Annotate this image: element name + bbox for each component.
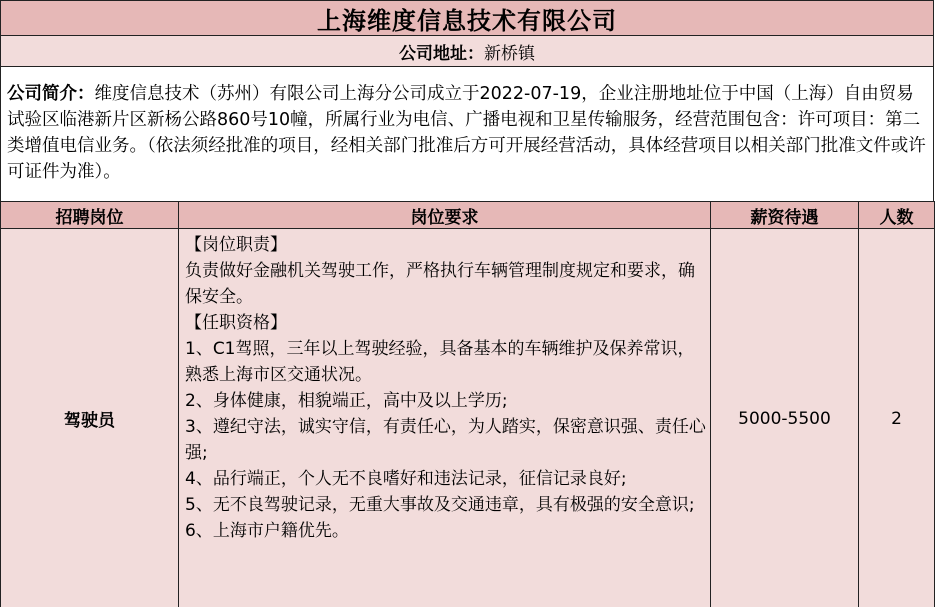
- jobs-header-row: [1, 202, 935, 229]
- requirement-line: 6、上海市户籍优先。: [185, 521, 349, 541]
- address-value: 新桥镇: [484, 43, 535, 64]
- requirement-line: 2、身体健康，相貌端正，高中及以上学历;: [185, 391, 508, 411]
- header-position: 招聘岗位: [1, 202, 179, 229]
- company-title-row: [0, 0, 934, 36]
- requirement-line: 【任职资格】: [185, 313, 287, 333]
- header-count: 人数: [859, 202, 935, 229]
- count-cell: 2: [859, 229, 935, 607]
- requirement-line: 5、无不良驾驶记录，无重大事故及交通违章，具有极强的安全意识;: [185, 495, 695, 515]
- header-requirements: 岗位要求: [179, 202, 711, 229]
- salary-cell: 5000-5500: [711, 229, 859, 607]
- requirements-cell: [179, 229, 711, 607]
- requirement-line: 3、遵纪守法，诚实守信，有责任心，为人踏实，保密意识强、责任心强;: [185, 417, 706, 463]
- jobs-table: [0, 201, 935, 607]
- requirement-line: 4、品行端正，个人无不良嗜好和违法记录，征信记录良好;: [185, 469, 627, 489]
- intro-label: 公司简介：: [7, 84, 95, 104]
- header-salary: 薪资待遇: [711, 202, 859, 229]
- company-title: 上海维度信息技术有限公司: [317, 6, 617, 35]
- company-intro: [0, 67, 934, 201]
- requirement-line: 【岗位职责】: [185, 235, 287, 255]
- position-cell: 驾驶员: [1, 229, 179, 607]
- table-row: [1, 229, 935, 607]
- intro-text: 维度信息技术（苏州）有限公司上海分公司成立于2022-07-19，企业注册地址位于中国（上海）自由贸易试验区临港新片区新杨公路860号10幢，所属行业为电信、广播电视和卫星传输服务，经营范围包含：许可项目：第二类增值电信业务。（依法须经批准的项目，经相关部门批准后方可开展经营活动，具体经营项目以相关部门批准文件或许可证件为准）。: [7, 84, 926, 182]
- requirement-line: 1、C1驾照，三年以上驾驶经验，具备基本的车辆维护及保养常识，熟悉上海市区交通状况。: [185, 339, 695, 385]
- address-label: 公司地址：: [399, 43, 484, 64]
- requirement-line: 负责做好金融机关驾驶工作，严格执行车辆管理制度规定和要求，确保安全。: [185, 261, 695, 307]
- company-address-row: [0, 36, 934, 67]
